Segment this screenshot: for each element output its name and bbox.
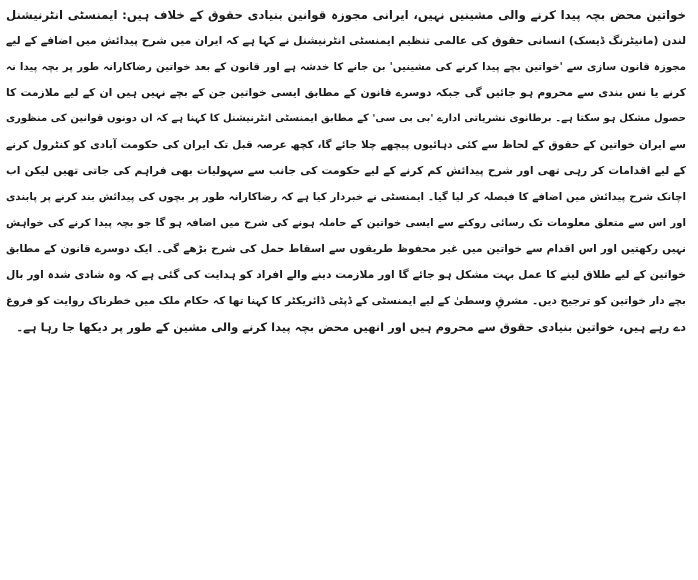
article-text-line: نہیں رکھتیں اور اس اقدام سے خواتین میں غیر محفوظ طریقوں سے اسقاط حمل کی شرح بڑھے گی۔ ایک دوسرے قانون کے مطابق [6,243,686,255]
article-text-line-last: دے رہے ہیں، خواتین بنیادی حقوق سے محروم ہیں اور انھیں محض بچہ پیدا کرنے والی مشین کے طور پر دیکھا جا رہا ہے۔ [16,320,686,334]
article-text-line: حصول مشکل ہو سکتا ہے۔ برطانوی نشریاتی ادارے 'بی بی سی' کے مطابق ایمنسٹی انٹرنیشنل کا کہنا ہے کہ ان دونوں قوانین کی منظوری [6,113,686,124]
article-text-line: اچانک شرح پیدائش میں اضافے کا فیصلہ کر لیا گیا۔ ایمنسٹی نے خبردار کیا ہے کہ رضاکارانہ طور پر بچوں کی پیدائش بند کرنے پر پابندی [6,191,686,203]
article-text-line: خواتین کے لیے طلاق لینے کا عمل بہت مشکل ہو جائے گا اور ملازمت دینے والے افراد کو ہدایت کی گئی ہے کہ وہ شادی شدہ اور بال [6,268,686,281]
article-headline-line: خواتین محض بچہ پیدا کرنے والی مشینیں نہیں، ایرانی مجوزہ قوانین بنیادی حقوق کے خلاف ہیں: ایمنسٹی انٹرنیشنل [6,8,686,22]
article-text-line: بچے دار خواتین کو ترجیح دیں۔ مشرقِ وسطیٰ کے لیے ایمنسٹی کے ڈپٹی ڈائریکٹر کا کہنا تھا کہ حکام ملک میں خطرناک روایت کو فروغ [6,295,686,307]
article-text-line: سے ایران خواتین کے حقوق کے لحاظ سے کئی دہائیوں پیچھے چلا جائے گا، کچھ عرصہ قبل تک ایران کی حکومت آبادی کو کنٹرول کرنے [6,139,686,151]
article-text-line: لندن (مانیٹرنگ ڈیسک) انسانی حقوق کی عالمی تنظیم ایمنسٹی انٹرنیشنل نے کہا ہے کہ ایران میں شرح پیدائش میں اضافے کے لیے [6,34,686,47]
article-text-line: کرنے یا نس بندی سے محروم ہو جائیں گی جبکہ دوسرے قانون کے مطابق ایسی خواتین جن کے بچے نہیں ہیں ان کے لیے ملازمت کا [6,86,686,99]
article-body [4,2,688,578]
article-text-line: اور اس سے متعلق معلومات تک رسائی روکنے سے ایسی خواتین کے حاملہ ہونے کی شرح میں اضافہ ہو گا جو بچہ پیدا کرنے کی خواہش [6,217,686,229]
article-text-line: مجوزہ قانون سازی سے 'خواتین بچے پیدا کرنے کی مشینیں' بن جانے کا خدشہ ہے اور قانون کے بعد خواتین رضاکارانہ طور پر بچہ پیدا نہ [6,61,686,73]
article-text-line: کے لیے اقدامات کر رہی تھی اور شرح پیدائش کم کرنے کے لیے حکومت کی جانب سے سہولیات بھی فراہم کی جاتی تھیں لیکن اب [6,164,686,177]
